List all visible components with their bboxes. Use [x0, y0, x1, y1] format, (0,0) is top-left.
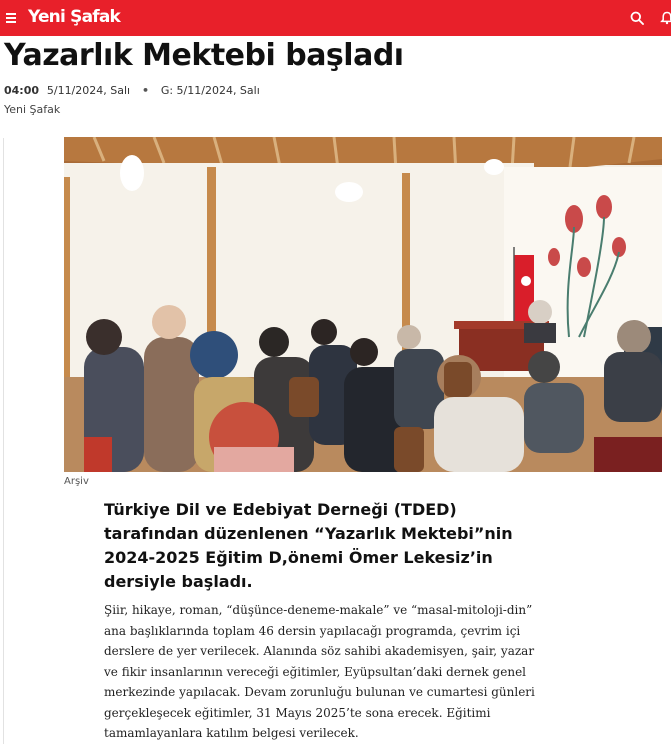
article-title: Yazarlık Mektebi başladı — [4, 38, 404, 73]
search-icon[interactable] — [630, 11, 644, 25]
article-body: Şiir, hikaye, roman, “düşünce-deneme-makale” ve “masal-mitoloji-din” ana başlıklarında toplam 46 dersin yapılacağı programda, çevrim içi derslere de yer verilecek. Alanında söz sahibi akademisyen, şair, yazar ve fikir insanlarının vereceği eğitimler, Eyüpsultan’daki dernek genel merkezinde yapılacak. Devam zorunluğu bulunan ve cumartesi günleri gerçekleşecek eğitimler, 31 Mayıs 2025’te sona erecek. Eğitimi tamamlayanlara katılım belgesi verilecek. — [104, 603, 535, 740]
article-photo — [64, 137, 662, 472]
article-source[interactable]: Yeni Şafak — [4, 103, 61, 116]
publish-date: 5/11/2024, Salı — [46, 84, 131, 97]
top-navigation-bar — [0, 0, 671, 36]
meta-separator: • — [141, 84, 149, 97]
site-logo[interactable]: Yeni Şafak — [28, 7, 121, 27]
article-meta — [4, 84, 260, 97]
hamburger-menu-icon[interactable] — [6, 13, 16, 23]
update-date: G: 5/11/2024, Salı — [160, 84, 260, 97]
article-lead: Türkiye Dil ve Edebiyat Derneği (TDED) tarafından düzenlenen “Yazarlık Mektebi”nin 2024-2025 Eğitim D,önemi Ömer Lekesiz’in dersiyle başladı. — [104, 500, 513, 591]
content-divider — [3, 138, 4, 744]
image-caption: Arşiv — [64, 476, 89, 487]
notification-icon[interactable] — [660, 11, 671, 25]
publish-time: 04:00 — [4, 84, 40, 97]
